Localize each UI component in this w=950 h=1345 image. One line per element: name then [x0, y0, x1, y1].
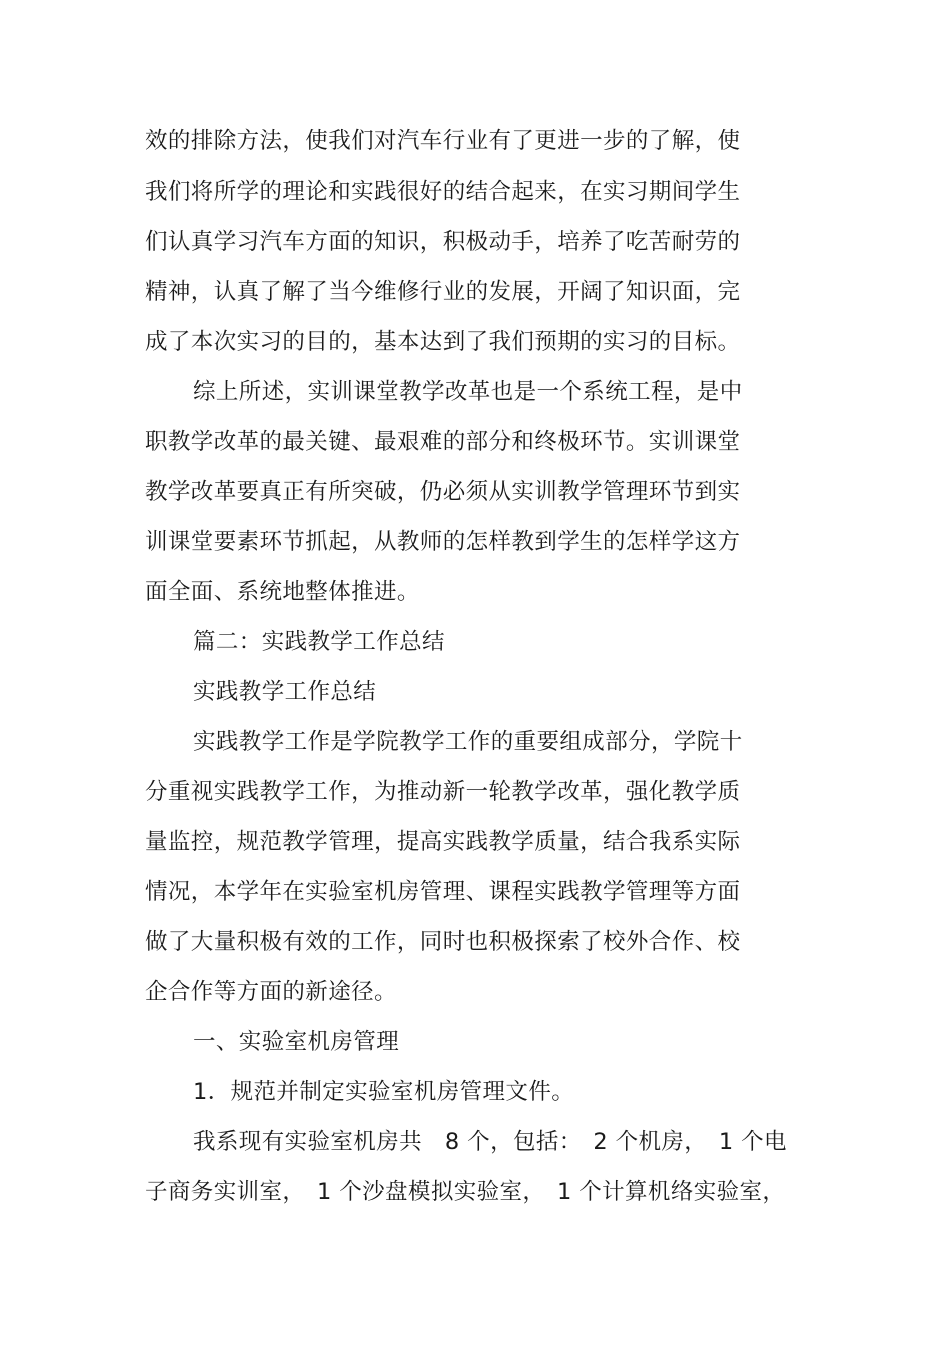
paragraph-line: 精神，认真了解了当今维修行业的发展，开阔了知识面，完 — [145, 279, 741, 305]
document-title: 实践教学工作总结 — [193, 679, 377, 705]
paragraph-line: 实践教学工作是学院教学工作的重要组成部分，学院十 — [193, 729, 743, 755]
paragraph-line: 效的排除方法，使我们对汽车行业有了更进一步的了解，使 — [145, 128, 741, 154]
paragraph-line: 我系现有实验室机房共 8 个，包括： 2 个机房， 1 个电 — [193, 1129, 787, 1155]
paragraph-line: 综上所述，实训课堂教学改革也是一个系统工程，是中 — [193, 379, 743, 405]
paragraph-line: 分重视实践教学工作，为推动新一轮教学改革，强化教学质 — [145, 779, 741, 805]
paragraph-line: 们认真学习汽车方面的知识，积极动手，培养了吃苦耐劳的 — [145, 229, 741, 255]
paragraph-line: 子商务实训室， 1 个沙盘模拟实验室， 1 个计算机络实验室， — [145, 1179, 786, 1205]
subsection-heading: 1．规范并制定实验室机房管理文件。 — [193, 1079, 575, 1105]
paragraph-line: 情况，本学年在实验室机房管理、课程实践教学管理等方面 — [145, 879, 741, 905]
paragraph-line: 教学改革要真正有所突破，仍必须从实训教学管理环节到实 — [145, 479, 741, 505]
paragraph-line: 我们将所学的理论和实践很好的结合起来，在实习期间学生 — [145, 179, 741, 205]
paragraph-line: 训课堂要素环节抓起，从教师的怎样教到学生的怎样学这方 — [145, 529, 741, 555]
paragraph-line: 企合作等方面的新途径。 — [145, 979, 397, 1005]
paragraph-line: 量监控，规范教学管理，提高实践教学质量，结合我系实际 — [145, 829, 741, 855]
paragraph-line: 面全面、系统地整体推进。 — [145, 579, 420, 605]
section-heading: 一、实验室机房管理 — [193, 1029, 400, 1055]
paragraph-line: 职教学改革的最关键、最艰难的部分和终极环节。实训课堂 — [145, 429, 741, 455]
paragraph-line: 成了本次实习的目的，基本达到了我们预期的实习的目标。 — [145, 329, 741, 355]
section-heading: 篇二：实践教学工作总结 — [193, 629, 445, 655]
paragraph-line: 做了大量积极有效的工作，同时也积极探索了校外合作、校 — [145, 929, 741, 955]
